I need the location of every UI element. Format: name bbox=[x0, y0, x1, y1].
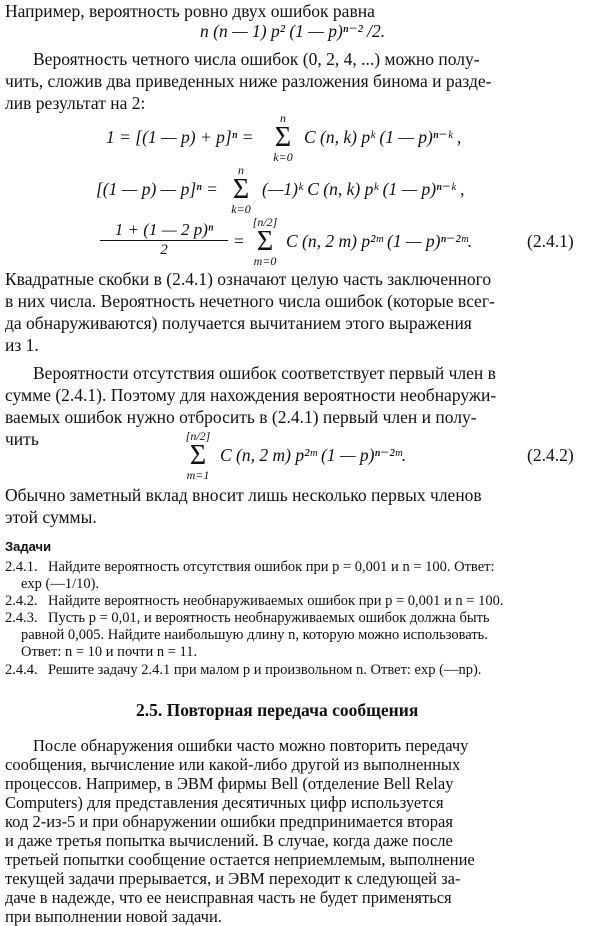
eq3-fraction bbox=[100, 220, 228, 259]
para5-line7: третьей попытки сообщение остается неприемлемым, выполнение bbox=[5, 850, 475, 869]
eq3-denominator: 2 bbox=[160, 242, 168, 258]
para2-line3: да обнаруживаются) получается вычитанием этого выражения bbox=[5, 313, 472, 333]
eq4-sum-lower: m=1 bbox=[186, 468, 210, 482]
para5-line6: и даже третья попытка вычислений. В случае, когда даже после bbox=[5, 831, 453, 850]
eq2-rhs: (—1)ᵏ C (n, k) pᵏ (1 — p)ⁿ⁻ᵏ , bbox=[262, 179, 465, 199]
eq1-sum-lower: k=0 bbox=[273, 150, 293, 164]
para5-line5: код 2-из-5 и при обнаружении ошибки предпринимается вторая bbox=[5, 812, 453, 831]
task-number: 2.4.3. bbox=[5, 610, 38, 626]
task-number: 2.4.2. bbox=[5, 593, 38, 609]
para1-line1: Вероятность четного числа ошибок (0, 2, 4, ...) можно полу- bbox=[33, 49, 480, 69]
tasks-title: Задачи bbox=[5, 539, 52, 554]
para5-line8: текущей задачи прерывается, и ЭВМ переходит к следующей за- bbox=[5, 869, 461, 888]
para5-line9: даче в надежде, что ее неисправная часть не будет применяться bbox=[5, 888, 452, 907]
task-text: Найдите вероятность необнаруживаемых ошибок при p = 0,001 и n = 100. bbox=[48, 593, 504, 609]
para2-line4: из 1. bbox=[5, 335, 39, 355]
equation-number-2-4-1: (2.4.1) bbox=[527, 231, 574, 251]
task-text: равной 0,005. Найдите наибольшую длину n, которую можно использовать. bbox=[21, 627, 488, 643]
eq3-equals: = bbox=[234, 231, 244, 251]
para5-line3: процессов. Например, в ЭВМ фирмы Bell (отделение Bell Relay bbox=[5, 774, 454, 793]
eq3-sum-lower: m=0 bbox=[253, 254, 277, 268]
eq1-sum-upper: n bbox=[280, 111, 286, 125]
task-text: exp (—1/10). bbox=[21, 576, 100, 592]
eq4-sum-upper: [n/2] bbox=[185, 429, 211, 443]
eq2-sum-lower: k=0 bbox=[231, 202, 251, 216]
para3-line3: ваемых ошибок нужно отбросить в (2.4.1) первый член и полу- bbox=[5, 407, 477, 427]
para5-line1: После обнаружения ошибки часто можно повторить передачу bbox=[33, 736, 469, 755]
para5-line4: Computers) для представления десятичных цифр используется bbox=[5, 793, 444, 812]
sigma-symbol: Σ bbox=[189, 440, 207, 471]
task-number: 2.4.1. bbox=[5, 559, 38, 575]
eq2-sum-upper: n bbox=[238, 163, 244, 177]
eq3-numerator: 1 + (1 — 2 p)ⁿ bbox=[114, 220, 214, 239]
eq3-sum-upper: [n/2] bbox=[252, 215, 278, 229]
para5-line2: сообщения, вычисление или какой-либо другой из выполненных bbox=[5, 755, 461, 774]
eq3-sum bbox=[248, 216, 282, 268]
eq2-sum bbox=[226, 164, 256, 216]
para1-line2: чить, сложив два приведенных ниже разложения бинома и разде- bbox=[5, 71, 492, 91]
task-text: Найдите вероятность отсутствия ошибок при p = 0,001 и n = 100. Ответ: bbox=[48, 559, 495, 575]
eq4-rhs: C (n, 2 m) p²ᵐ (1 — p)ⁿ⁻²ᵐ. bbox=[220, 445, 407, 465]
eq1-rhs: C (n, k) pᵏ (1 — p)ⁿ⁻ᵏ , bbox=[304, 127, 462, 147]
para4-line1: Обычно заметный вклад вносит лишь несколько первых членов bbox=[5, 485, 482, 505]
sigma-symbol: Σ bbox=[274, 122, 292, 153]
sigma-symbol: Σ bbox=[256, 226, 274, 257]
para3-line4: чить bbox=[5, 429, 39, 449]
equation-number-2-4-2: (2.4.2) bbox=[527, 445, 574, 465]
formula-two-errors: n (n — 1) p² (1 — p)ⁿ⁻² /2. bbox=[200, 21, 386, 41]
eq1-lhs: 1 = [(1 — p) + p]ⁿ = bbox=[106, 127, 254, 147]
task-text: Пусть p = 0,01, и вероятность необнаруживаемых ошибок должна быть bbox=[48, 610, 490, 626]
sigma-symbol: Σ bbox=[232, 174, 250, 205]
intro-line: Например, вероятность ровно двух ошибок равна bbox=[5, 1, 375, 21]
section-heading: 2.5. Повторная передача сообщения bbox=[136, 700, 419, 720]
eq2-lhs: [(1 — p) — p]ⁿ = bbox=[96, 179, 218, 199]
para4-line2: этой суммы. bbox=[5, 507, 97, 527]
para3-line1: Вероятности отсутствия ошибок соответствует первый член в bbox=[33, 363, 496, 383]
eq1-sum bbox=[268, 112, 298, 164]
para2-line1: Квадратные скобки в (2.4.1) означают целую часть заключенного bbox=[5, 269, 492, 289]
eq4-sum bbox=[180, 430, 216, 482]
task-number: 2.4.4. bbox=[5, 662, 38, 678]
task-text: Ответ: n = 10 и почти n = 11. bbox=[21, 644, 198, 660]
para3-line2: сумме (2.4.1). Поэтому для нахождения вероятности необнаружи- bbox=[5, 385, 497, 405]
task-text: Решите задачу 2.4.1 при малом p и произвольном n. Ответ: exp (—np). bbox=[48, 662, 482, 678]
eq3-rhs: C (n, 2 m) p²ᵐ (1 — p)ⁿ⁻²ᵐ. bbox=[286, 231, 473, 251]
para1-line3: лив результат на 2: bbox=[5, 93, 146, 113]
para5-line10: при выполнении новой задачи. bbox=[5, 907, 222, 926]
para2-line2: в них числа. Вероятность нечетного числа ошибок (которые всег- bbox=[5, 291, 495, 311]
